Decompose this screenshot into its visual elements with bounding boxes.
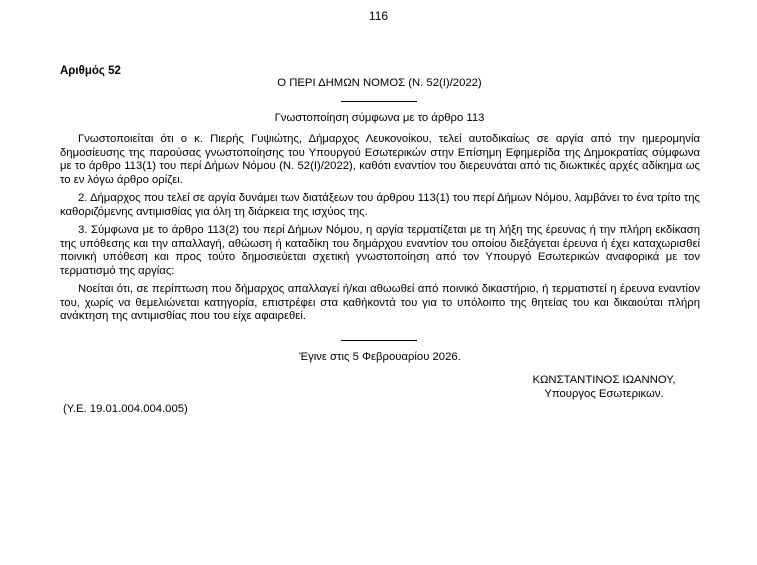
paragraph-1: Γνωστοποιείται ότι ο κ. Πιερής Γυψιώτης, Δήμαρχος Λευκονοίκου, τελεί αυτοδικαίως σε αργία από την ημερομηνία δημοσίευσης της παρούσας γνωστοποίησης του Υπουργού Εσωτερικών στην Επίσημη Εφημερίδα της Δημοκρατίας σύμφωνα με το άρθρο 113(1) του περί Δήμων Νόμου (Ν. 52(Ι)/2022), καθότι εναντίον του διερευνάται από τις διωκτικές αρχές αδίκημα ως το εν λόγω άρθρο ορίζει. <box>60 133 700 186</box>
done-date-line: Έγινε στις 5 Φεβρουαρίου 2026. <box>299 351 461 363</box>
closing-divider <box>341 340 417 341</box>
paragraph-proviso: Νοείται ότι, σε περίπτωση που δήμαρχος απαλλαγεί ή/και αθωωθεί από ποινικό δικαστήριο, ή τερματιστεί η έρευνα εναντίον του, χωρίς να θεμελιώνεται κατηγορία, επιστρέφει στα καθήκοντά του για το υπόλοιπο της θητείας του και δικαιούται πλήρη ανάκτηση της αντιμισθίας που του είχε αφαιρεθεί. <box>60 283 700 322</box>
notice-number-heading: Αριθμός 52 <box>60 65 121 77</box>
budget-code: (Υ.Ε. 19.01.004.004.005) <box>63 403 188 415</box>
signatory-title: Υπουργος Εσωτερικων. <box>544 388 664 400</box>
law-title: Ο ΠΕΡΙ ΔΗΜΩΝ ΝΟΜΟΣ (Ν. 52(Ι)/2022) <box>277 77 482 89</box>
title-divider <box>341 101 417 102</box>
notice-subtitle: Γνωστοποίηση σύμφωνα με το άρθρο 113 <box>274 112 485 124</box>
paragraph-2: 2. Δήμαρχος που τελεί σε αργία δυνάμει των διατάξεων του άρθρου 113(1) του περί Δήμων Νόμου, λαμβάνει το ένα τρίτο της καθοριζόμενης αντιμισθίας για όλη τη διάρκεια της ισχύος της. <box>60 192 700 218</box>
page-number: 116 <box>368 9 389 23</box>
signatory-name: ΚΩΝΣΤΑΝΤΙΝΟΣ ΙΩΑΝΝΟΥ, <box>532 374 676 386</box>
notice-body <box>60 133 700 329</box>
signature-block <box>500 373 708 401</box>
paragraph-3: 3. Σύμφωνα με το άρθρο 113(2) του περί Δήμων Νόμου, η αργία τερματίζεται με τη λήξη της έρευνας ή την πλήρη εκδίκαση της υπόθεσης και την απαλλαγή, αθώωση ή καταδίκη του δημάρχου εναντίον του οποίου διεξάγεται έρευνα ή έχει καταχωρισθεί ποινική υπόθεση και προς τούτο δημοσιεύεται σχετική γνωστοποίηση από τον Υπουργό Εσωτερικών αναφορικά με τον τερματισμό της αργίας: <box>60 224 700 277</box>
